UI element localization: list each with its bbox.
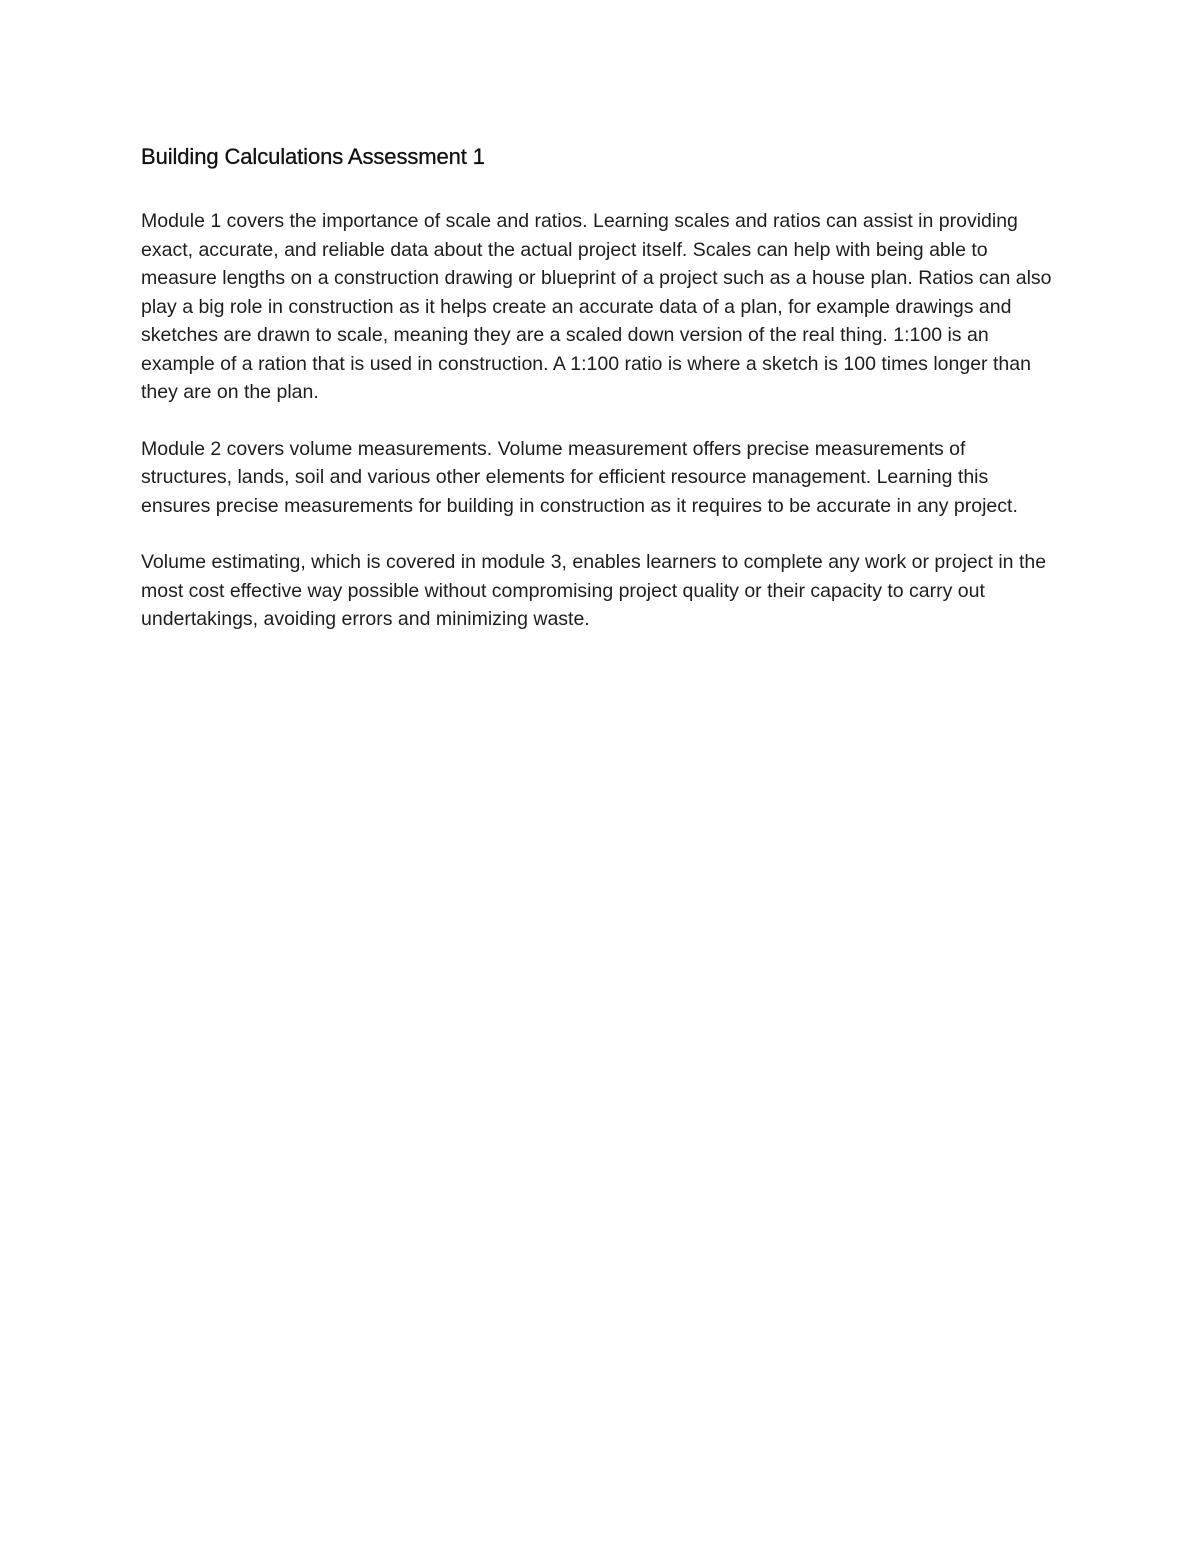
document-body: [141, 143, 1061, 634]
paragraph-module-3: Volume estimating, which is covered in module 3, enables learners to complete any work or project in the most cost effective way possible without compromising project quality or their capacity to carry out undertakings, avoiding errors and minimizing waste.: [141, 551, 1047, 630]
paragraph-module-2: Module 2 covers volume measurements. Volume measurement offers precise measurements of structures, lands, soil and various other elements for efficient resource management. Learning this ensures precise measurements for building in construction as it requires to be accurate in any project.: [141, 437, 1018, 517]
paragraph-module-1: Module 1 covers the importance of scale and ratios. Learning scales and ratios can assist in providing exact, accurate, and reliable data about the actual project itself. Scales can help with being able to measure lengths on a construction drawing or blueprint of a project such as a house plan. Ratios can also play a big role in construction as it helps create an accurate data of a plan, for example drawings and sketches are drawn to scale, meaning they are a scaled down version of the real thing. 1:100 is an example of a ration that is used in construction. A 1:100 ratio is where a sketch is 100 times longer than they are on the plan.: [141, 210, 1052, 403]
document-title: Building Calculations Assessment 1: [141, 144, 485, 169]
